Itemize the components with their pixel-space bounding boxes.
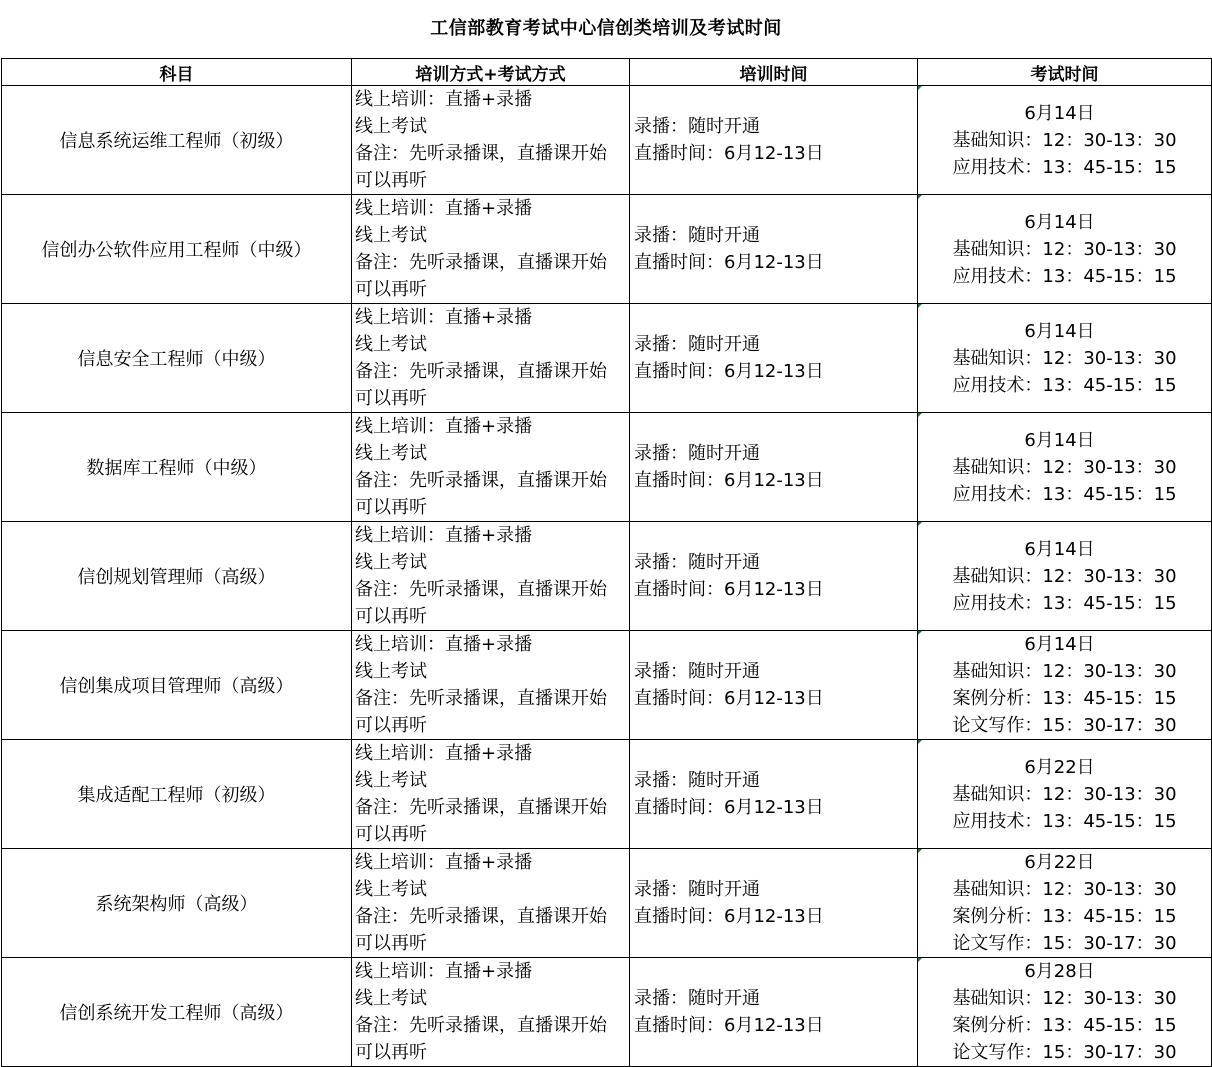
cell-comment-marker (918, 631, 922, 635)
training-time-cell (630, 740, 918, 849)
exam-session-line: 基础知识：12：30-13：30 (952, 129, 1177, 151)
table-row (2, 86, 1212, 195)
table-header-row (2, 59, 1212, 86)
method-cell (352, 631, 630, 740)
method-line: 线上考试 (355, 770, 427, 791)
exam-date: 6月14日 (1024, 429, 1095, 451)
cell-comment-marker (918, 522, 922, 526)
header-method: 培训方式+考试方式 (352, 59, 630, 86)
table-row (2, 958, 1212, 1067)
exam-session-line: 基础知识：12：30-13：30 (952, 988, 1177, 1009)
exam-session-line: 论文写作：15：30-17：30 (952, 715, 1177, 736)
method-line: 线上考试 (355, 552, 427, 573)
method-line: 线上培训：直播+录播 (355, 961, 533, 982)
exam-session-line: 应用技术：13：45-15：15 (952, 374, 1177, 396)
cell-comment-marker (918, 740, 922, 744)
table-row (2, 304, 1212, 413)
cell-comment-marker (918, 958, 922, 962)
exam-date: 6月22日 (1024, 756, 1095, 778)
exam-time-cell (918, 522, 1212, 631)
training-time-line: 录播：随时开通 (634, 988, 760, 1009)
exam-session-line: 应用技术：13：45-15：15 (952, 265, 1177, 287)
training-time-cell (630, 849, 918, 958)
table-row (2, 195, 1212, 304)
training-time-line: 直播时间：6月12-13日 (634, 797, 824, 818)
subject-cell: 数据库工程师（中级） (2, 413, 352, 522)
training-time-cell (630, 522, 918, 631)
exam-date: 6月28日 (1024, 961, 1095, 982)
subject-cell: 系统架构师（高级） (2, 849, 352, 958)
cell-comment-marker (918, 849, 922, 853)
method-line: 线上培训：直播+录播 (355, 743, 533, 764)
method-line: 线上考试 (355, 879, 427, 900)
exam-time-cell (918, 740, 1212, 849)
exam-session-line: 应用技术：13：45-15：15 (952, 156, 1177, 178)
training-time-line: 录播：随时开通 (634, 116, 760, 137)
exam-date: 6月14日 (1024, 538, 1095, 560)
subject-cell: 信息系统运维工程师（初级） (2, 86, 352, 195)
exam-time-cell (918, 849, 1212, 958)
exam-time-cell (918, 631, 1212, 740)
cell-comment-marker (918, 304, 922, 308)
method-line: 可以再听 (355, 1042, 427, 1063)
training-time-line: 直播时间：6月12-13日 (634, 252, 824, 273)
method-line: 线上培训：直播+录播 (355, 525, 533, 546)
exam-session-line: 基础知识：12：30-13：30 (952, 879, 1177, 900)
exam-session-line: 基础知识：12：30-13：30 (952, 238, 1177, 260)
exam-time-cell (918, 958, 1212, 1067)
training-time-line: 录播：随时开通 (634, 552, 760, 573)
training-time-cell (630, 86, 918, 195)
method-cell (352, 740, 630, 849)
training-time-line: 录播：随时开通 (634, 334, 760, 355)
training-time-line: 录播：随时开通 (634, 225, 760, 246)
subject-cell: 信创集成项目管理师（高级） (2, 631, 352, 740)
exam-date: 6月14日 (1024, 320, 1095, 342)
training-time-line: 直播时间：6月12-13日 (634, 906, 824, 927)
method-cell (352, 195, 630, 304)
method-line: 备注：先听录播课，直播课开始 (355, 797, 607, 818)
exam-session-line: 案例分析：13：45-15：15 (952, 1015, 1177, 1036)
training-time-line: 直播时间：6月12-13日 (634, 1015, 824, 1036)
exam-time-cell (918, 86, 1212, 195)
exam-session-line: 论文写作：15：30-17：30 (952, 1042, 1177, 1063)
subject-cell: 信创规划管理师（高级） (2, 522, 352, 631)
method-line: 线上考试 (355, 334, 427, 355)
schedule-table (1, 58, 1212, 1067)
method-cell (352, 413, 630, 522)
table-row (2, 413, 1212, 522)
training-time-line: 直播时间：6月12-13日 (634, 470, 824, 491)
method-line: 可以再听 (355, 606, 427, 627)
method-line: 备注：先听录播课，直播课开始 (355, 252, 607, 273)
method-line: 线上培训：直播+录播 (355, 89, 533, 110)
header-exam-time: 考试时间 (918, 59, 1212, 86)
training-time-line: 直播时间：6月12-13日 (634, 361, 824, 382)
exam-time-cell (918, 413, 1212, 522)
exam-session-line: 应用技术：13：45-15：15 (952, 483, 1177, 505)
training-time-line: 录播：随时开通 (634, 661, 760, 682)
method-line: 备注：先听录播课，直播课开始 (355, 579, 607, 600)
method-line: 可以再听 (355, 388, 427, 409)
method-line: 可以再听 (355, 497, 427, 518)
method-line: 线上培训：直播+录播 (355, 416, 533, 437)
cell-comment-marker (918, 86, 922, 90)
subject-cell: 信创系统开发工程师（高级） (2, 958, 352, 1067)
cell-comment-marker (918, 195, 922, 199)
exam-date: 6月14日 (1024, 634, 1095, 655)
page-title: 工信部教育考试中心信创类培训及考试时间 (430, 18, 782, 39)
exam-session-line: 应用技术：13：45-15：15 (952, 810, 1177, 832)
training-time-cell (630, 413, 918, 522)
exam-session-line: 案例分析：13：45-15：15 (952, 688, 1177, 709)
header-subject: 科目 (2, 59, 352, 86)
method-line: 备注：先听录播课，直播课开始 (355, 688, 607, 709)
exam-session-line: 基础知识：12：30-13：30 (952, 565, 1177, 587)
method-line: 可以再听 (355, 279, 427, 300)
method-line: 线上考试 (355, 225, 427, 246)
method-line: 备注：先听录播课，直播课开始 (355, 470, 607, 491)
exam-session-line: 论文写作：15：30-17：30 (952, 933, 1177, 954)
method-cell (352, 849, 630, 958)
method-line: 可以再听 (355, 824, 427, 845)
training-time-line: 录播：随时开通 (634, 443, 760, 464)
method-line: 备注：先听录播课，直播课开始 (355, 361, 607, 382)
method-line: 备注：先听录播课，直播课开始 (355, 1015, 607, 1036)
subject-cell: 集成适配工程师（初级） (2, 740, 352, 849)
training-time-cell (630, 195, 918, 304)
exam-date: 6月14日 (1024, 102, 1095, 124)
method-cell (352, 86, 630, 195)
method-line: 线上培训：直播+录播 (355, 198, 533, 219)
method-line: 可以再听 (355, 715, 427, 736)
method-line: 线上培训：直播+录播 (355, 307, 533, 328)
training-time-line: 直播时间：6月12-13日 (634, 143, 824, 164)
exam-session-line: 基础知识：12：30-13：30 (952, 456, 1177, 478)
method-line: 线上培训：直播+录播 (355, 634, 533, 655)
exam-date: 6月22日 (1024, 852, 1095, 873)
method-line: 线上考试 (355, 661, 427, 682)
subject-cell: 信息安全工程师（中级） (2, 304, 352, 413)
exam-session-line: 应用技术：13：45-15：15 (952, 592, 1177, 614)
table-row (2, 740, 1212, 849)
exam-session-line: 基础知识：12：30-13：30 (952, 347, 1177, 369)
method-line: 线上考试 (355, 116, 427, 137)
training-time-line: 录播：随时开通 (634, 770, 760, 791)
exam-session-line: 基础知识：12：30-13：30 (952, 783, 1177, 805)
exam-session-line: 案例分析：13：45-15：15 (952, 906, 1177, 927)
exam-time-cell (918, 304, 1212, 413)
method-line: 备注：先听录播课，直播课开始 (355, 143, 607, 164)
training-time-line: 录播：随时开通 (634, 879, 760, 900)
method-cell (352, 958, 630, 1067)
training-time-cell (630, 304, 918, 413)
method-line: 线上考试 (355, 988, 427, 1009)
table-body (2, 86, 1212, 1067)
method-line: 线上培训：直播+录播 (355, 852, 533, 873)
method-cell (352, 522, 630, 631)
method-line: 备注：先听录播课，直播课开始 (355, 906, 607, 927)
training-time-line: 直播时间：6月12-13日 (634, 688, 824, 709)
method-line: 可以再听 (355, 933, 427, 954)
exam-session-line: 基础知识：12：30-13：30 (952, 661, 1177, 682)
training-time-cell (630, 631, 918, 740)
cell-comment-marker (918, 413, 922, 417)
subject-cell: 信创办公软件应用工程师（中级） (2, 195, 352, 304)
exam-time-cell (918, 195, 1212, 304)
method-cell (352, 304, 630, 413)
training-time-cell (630, 958, 918, 1067)
method-line: 可以再听 (355, 170, 427, 191)
table-row (2, 849, 1212, 958)
method-line: 线上考试 (355, 443, 427, 464)
exam-date: 6月14日 (1024, 211, 1095, 233)
table-row (2, 522, 1212, 631)
header-training-time: 培训时间 (630, 59, 918, 86)
table-row (2, 631, 1212, 740)
training-time-line: 直播时间：6月12-13日 (634, 579, 824, 600)
